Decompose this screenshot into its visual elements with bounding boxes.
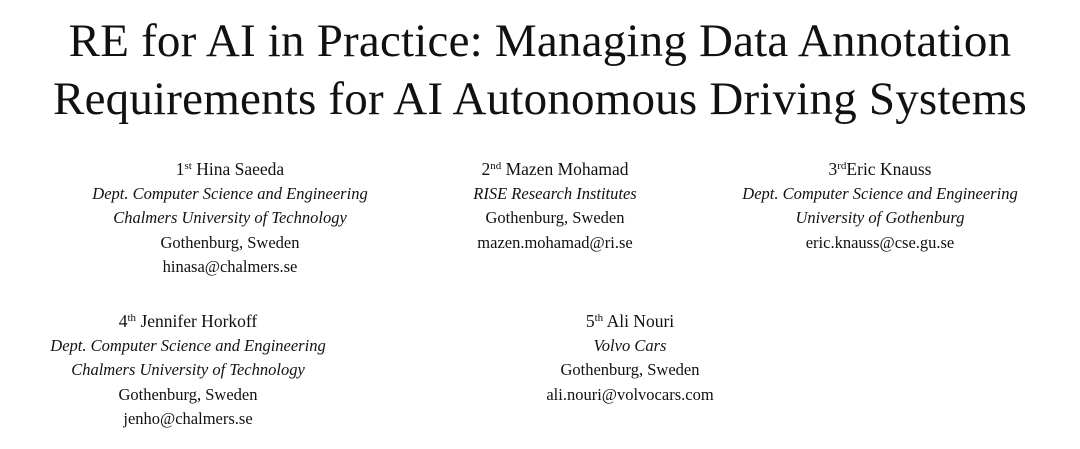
- author-block-3: [700, 157, 1060, 255]
- author-name-text: Mazen Mohamad: [501, 159, 629, 179]
- author-name: [440, 157, 670, 182]
- author-ordinal: 1: [175, 159, 185, 179]
- author-ordinal: 4: [118, 311, 128, 331]
- author-name-text: Hina Saeeda: [191, 159, 285, 179]
- author-department: Dept. Computer Science and Engineering: [742, 183, 1018, 203]
- author-name: [50, 157, 410, 182]
- author-block-2: [440, 157, 670, 255]
- author-block-5: [500, 309, 760, 407]
- author-location: Gothenburg, Sweden: [160, 232, 300, 252]
- author-name-text: Ali Nouri: [603, 311, 675, 331]
- author-email: eric.knauss@cse.gu.se: [805, 232, 955, 252]
- author-name: [700, 157, 1060, 182]
- author-email: jenho@chalmers.se: [123, 409, 253, 428]
- author-email: hinasa@chalmers.se: [162, 257, 298, 276]
- author-ordinal-suffix: th: [127, 312, 137, 324]
- paper-title: [0, 12, 1080, 128]
- author-organization: Chalmers University of Technology: [71, 360, 305, 379]
- author-organization: Volvo Cars: [593, 335, 667, 355]
- paper-title-line-1: RE for AI in Practice: Managing Data Annotation: [68, 15, 1012, 67]
- author-location: Gothenburg, Sweden: [560, 360, 700, 379]
- author-ordinal: 3: [828, 159, 838, 179]
- author-name-text: Eric Knauss: [846, 159, 932, 179]
- author-organization: Chalmers University of Technology: [113, 208, 347, 227]
- author-ordinal-suffix: st: [184, 160, 192, 172]
- author-location: Gothenburg, Sweden: [118, 384, 258, 404]
- author-ordinal-suffix: rd: [837, 160, 847, 172]
- author-block-1: [50, 157, 410, 280]
- author-email: ali.nouri@volvocars.com: [546, 384, 714, 404]
- author-ordinal-suffix: nd: [490, 160, 502, 172]
- paper-title-line-2: Requirements for AI Autonomous Driving Systems: [53, 73, 1027, 125]
- author-department: Dept. Computer Science and Engineering: [92, 183, 368, 203]
- author-email: mazen.mohamad@ri.se: [477, 232, 633, 252]
- author-department: Dept. Computer Science and Engineering: [50, 335, 326, 355]
- author-location: Gothenburg, Sweden: [485, 208, 625, 227]
- author-name: [8, 309, 368, 334]
- author-block-4: [8, 309, 368, 432]
- author-organization: RISE Research Institutes: [473, 183, 637, 203]
- author-organization: University of Gothenburg: [795, 208, 965, 227]
- author-ordinal: 2: [481, 159, 491, 179]
- author-name-text: Jennifer Horkoff: [136, 311, 258, 331]
- author-ordinal-suffix: th: [594, 312, 604, 324]
- author-name: [500, 309, 760, 334]
- author-ordinal: 5: [585, 311, 595, 331]
